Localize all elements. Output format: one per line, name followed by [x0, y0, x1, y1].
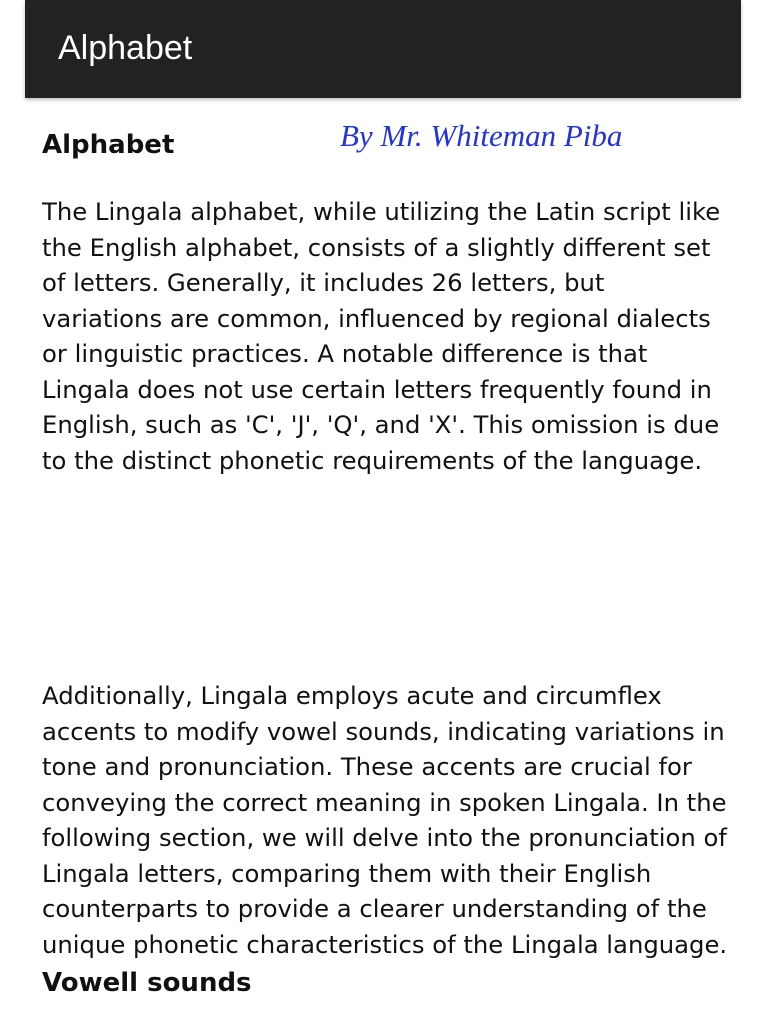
app-bar [25, 0, 741, 98]
paragraph-alphabet-intro: The Lingala alphabet, while utilizing the Latin script like the English alphabet, consists of a slightly different set of letters. Generally, it includes 26 letters, but variations are common, influenced by regional dialects or linguistic practices. A notable difference is that Lingala does not use certain letters frequently found in English, such as 'C', 'J', 'Q', and 'X'. This omission is due to the distinct phonetic requirements of the language. [42, 197, 721, 475]
app-bar-title: Alphabet [58, 29, 193, 67]
author-byline: By Mr. Whiteman Piba [340, 118, 623, 153]
section-heading-vowell-sounds: Vowell sounds [42, 968, 252, 998]
paragraph-accents: Additionally, Lingala employs acute and circumflex accents to modify vowel sounds, indicating variations in tone and pronunciation. These accents are crucial for conveying the correct meaning in spoken Lingala. In the following section, we will delve into the pronunciation of Lingala letters, comparing them with their English counterparts to provide a clearer understanding of the unique phonetic characteristics of the Lingala language. [42, 681, 728, 959]
section-heading-alphabet: Alphabet [42, 130, 175, 160]
